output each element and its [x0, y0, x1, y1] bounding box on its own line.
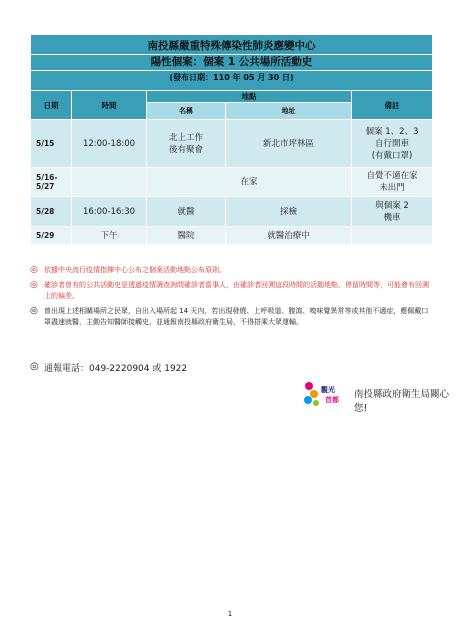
row-place-name: 醫院 [147, 227, 226, 245]
table-row [31, 168, 433, 197]
note-item [30, 306, 432, 328]
row-remark: 自覺不適在家 未出門 [352, 168, 433, 197]
note-text: 依據中央流行疫情指揮中心公布之個案活動地點公布原則。 [44, 266, 226, 274]
table-title: 南投縣嚴重特殊傳染性肺炎應變中心 [31, 35, 433, 55]
row-time: 12:00-18:00 [72, 120, 147, 168]
row-address: 新北市坪林區 [226, 120, 352, 168]
notes-list [30, 265, 432, 332]
svg-text:觀光: 觀光 [321, 386, 335, 394]
tourism-capital-logo [303, 378, 349, 408]
col-header-location: 地點 [147, 91, 352, 103]
table-row [31, 120, 433, 168]
page-number: 1 [227, 610, 233, 618]
note-item [30, 280, 432, 302]
svg-text:首都: 首都 [325, 396, 339, 404]
note-text: 確診者曾有的公共活動史是透過疫情調查詢問確診者當事人，由確診者回溯這段時間的活動地點、停留時間等，可能會有回溯上的偏差。 [44, 281, 429, 300]
note-text: 曾出現上述相關場所之民眾，自出入場所起 14 天內，若出現發燒、上呼吸道、腹瀉、嗅味覺異常等或其他不適症，應佩戴口罩盡速就醫，主動告知醫師接觸史，並通報南投縣政府衛生局，不得搭乘大眾運輸。 [44, 307, 429, 326]
col-header-remark: 備註 [352, 91, 433, 120]
row-address: 採檢 [226, 197, 352, 227]
table-subtitle: 陽性個案：個案 1 公共場所活動史 [31, 55, 433, 71]
bullet-mark-icon: ◎ [30, 361, 39, 372]
row-time [72, 168, 147, 197]
row-address: 就醫治療中 [226, 227, 352, 245]
col-header-address: 地址 [226, 103, 352, 120]
row-date: 5/15 [31, 120, 72, 168]
table-row [31, 227, 433, 245]
closing-message: 南投縣政府衛生局關心您! [354, 389, 450, 414]
col-header-date: 日期 [31, 91, 72, 120]
activity-table [30, 34, 433, 245]
row-remark: 個案 1、2、3 自行開車 (有戴口罩) [352, 120, 433, 168]
row-place-name: 在家 [147, 168, 352, 197]
row-remark: 與個案 2 機車 [352, 197, 433, 227]
publish-date: (發布日期：110 年 05 月 30 日) [31, 71, 433, 91]
bullet-mark-icon: ◎ [30, 265, 38, 275]
row-time: 16:00-16:30 [72, 197, 147, 227]
row-place-name: 北上工作 後有聚會 [147, 120, 226, 168]
row-date: 5/29 [31, 227, 72, 245]
row-remark [352, 227, 433, 245]
row-date: 5/28 [31, 197, 72, 227]
note-item [30, 265, 432, 276]
row-date: 5/16-5/27 [31, 168, 72, 197]
col-header-time: 時間 [72, 91, 147, 120]
row-place-name: 就醫 [147, 197, 226, 227]
table-row [31, 197, 433, 227]
bullet-mark-icon: ◎ [30, 280, 38, 290]
bullet-mark-icon: ◎ [30, 306, 38, 316]
phone-line [30, 361, 187, 374]
row-time: 下午 [72, 227, 147, 245]
report-phone: 通報電話：049-2220904 或 1922 [44, 364, 188, 374]
col-header-name: 名稱 [147, 103, 226, 120]
